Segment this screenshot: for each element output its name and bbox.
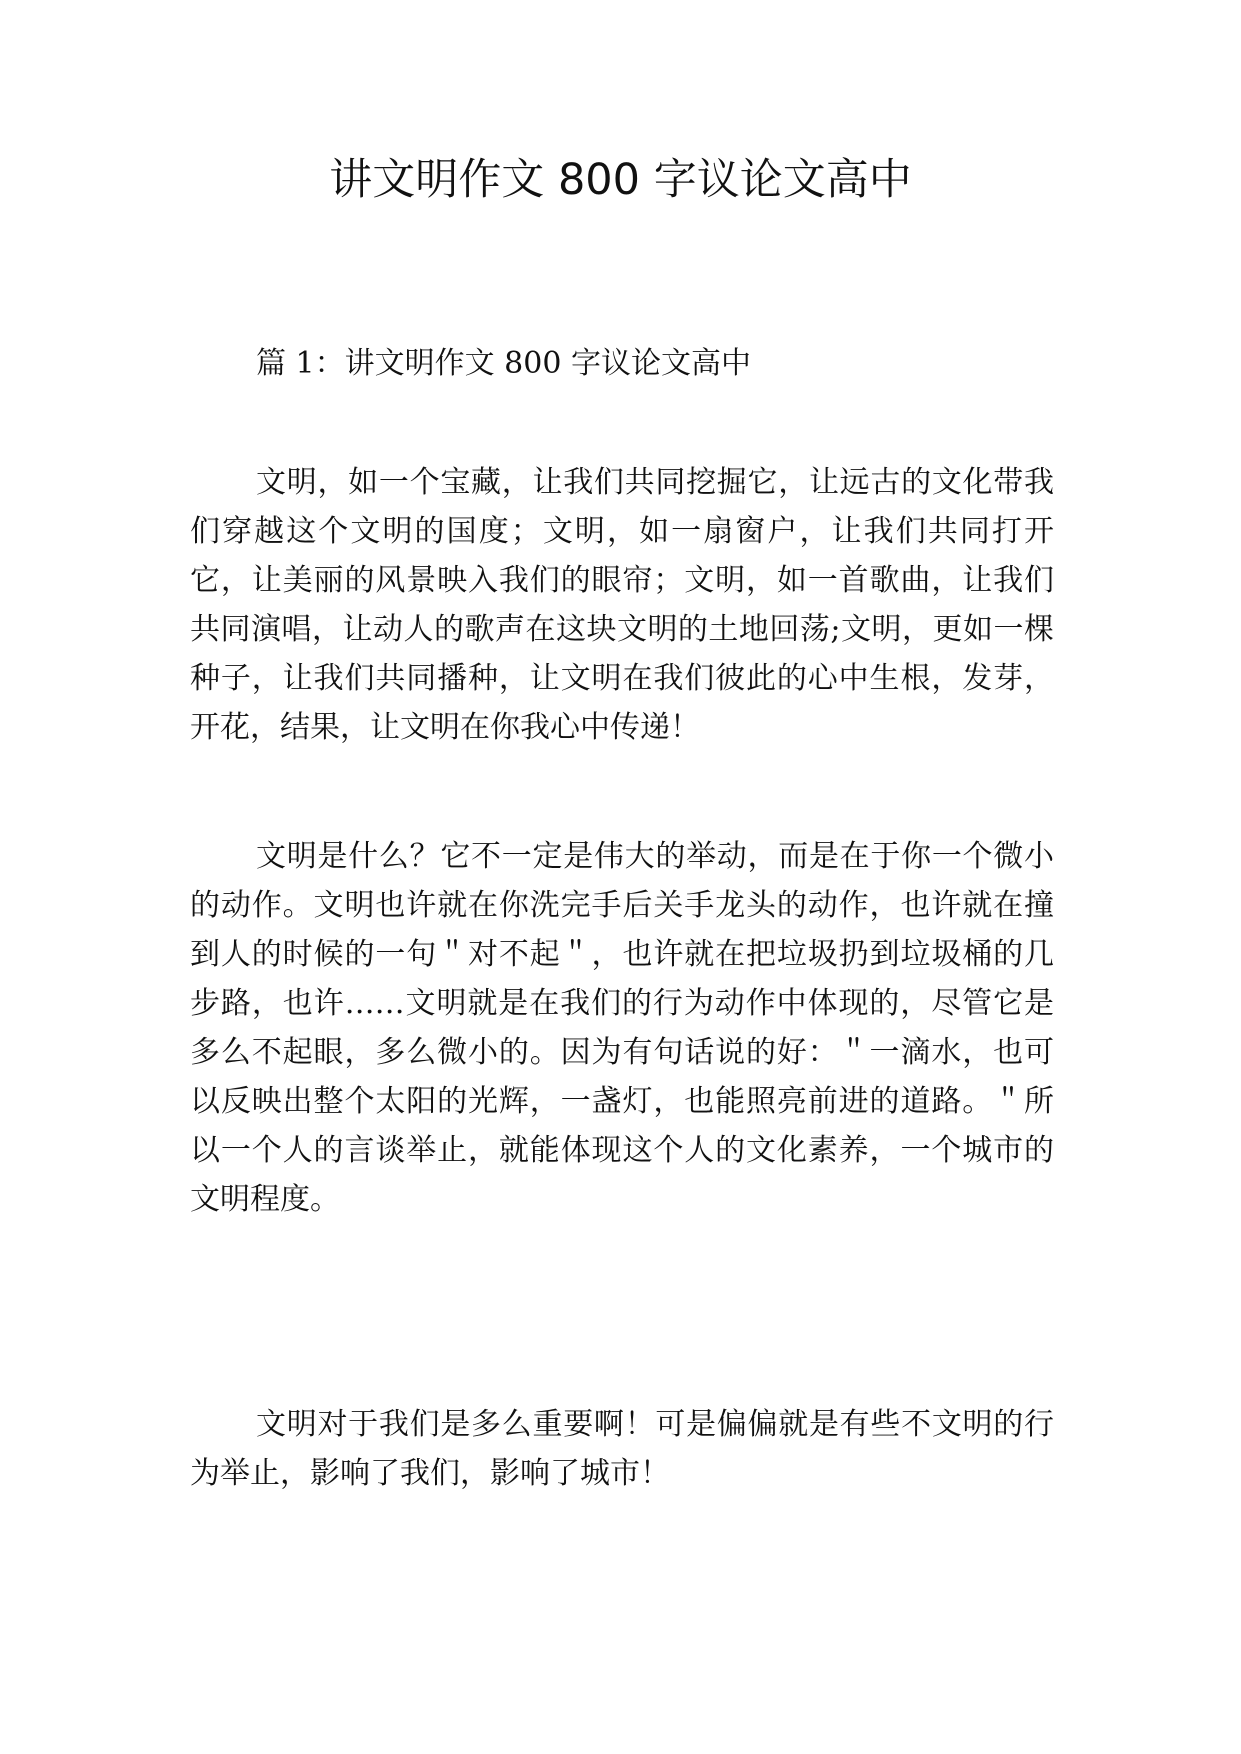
section-heading: 篇 1：讲文明作文 800 字议论文高中	[256, 346, 751, 381]
paragraph-1: 文明，如一个宝藏，让我们共同挖掘它，让远古的文化带我们穿越这个文明的国度；文明，如一扇窗户，让我们共同打开它，让美丽的风景映入我们的眼帘；文明，如一首歌曲，让我们共同演唱，让动人的歌声在这块文明的土地回荡;文明，更如一棵种子，让我们共同播种，让文明在我们彼此的心中生根，发芽，开花，结果，让文明在你我心中传递！	[190, 465, 1054, 745]
paragraph-2: 文明是什么？它不一定是伟大的举动，而是在于你一个微小的动作。文明也许就在你洗完手后关手龙头的动作，也许就在撞到人的时候的一句＂对不起＂，也许就在把垃圾扔到垃圾桶的几步路，也许……文明就是在我们的行为动作中体现的，尽管它是多么不起眼，多么微小的。因为有句话说的好：＂一滴水，也可以反映出整个太阳的光辉，一盏灯，也能照亮前进的道路。＂所以一个人的言谈举止，就能体现这个人的文化素养，一个城市的文明程度。	[190, 839, 1054, 1217]
paragraph-3: 文明对于我们是多么重要啊！可是偏偏就是有些不文明的行为举止，影响了我们，影响了城市！	[190, 1407, 1054, 1491]
document-title: 讲文明作文 800 字议论文高中	[329, 155, 912, 205]
